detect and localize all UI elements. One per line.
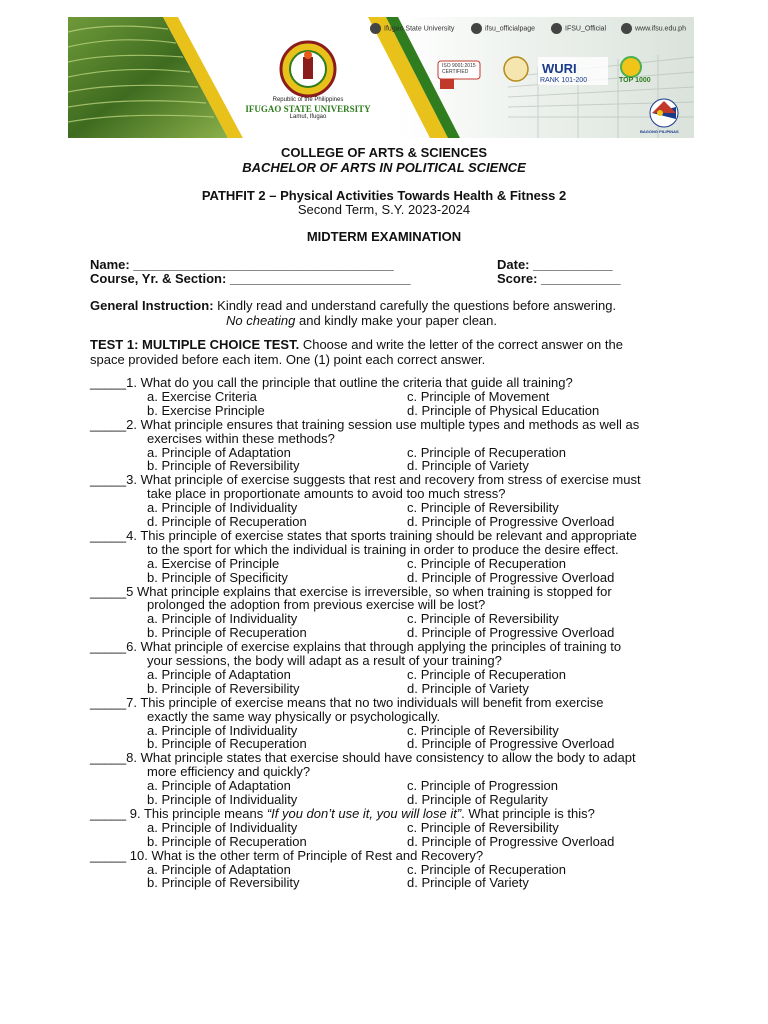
name-field[interactable]: Name: ____________________________________ xyxy=(90,257,394,272)
option-a: a. Principle of Adaptation xyxy=(147,666,291,682)
option-d: d. Principle of Physical Education xyxy=(407,402,600,418)
question-text: _____5 What principle explains that exercise is irreversible, so when training is stopped for xyxy=(90,583,612,599)
option-a: a. Principle of Adaptation xyxy=(147,861,291,877)
date-field[interactable]: Date: ___________ xyxy=(497,257,613,272)
option-a: a. Principle of Adaptation xyxy=(147,778,291,794)
wurl-logo: WURI xyxy=(542,61,577,76)
instruction-label: General Instruction: xyxy=(90,298,214,313)
instagram-link[interactable] xyxy=(471,23,535,34)
instagram-label: ifsu_officialpage xyxy=(485,25,536,33)
republic-text: Republic of the Philippines xyxy=(272,97,344,103)
option-b: b. Principle of Recuperation xyxy=(147,625,307,641)
question-text: _____3. What principle of exercise suggests that rest and recovery from stress of exercise must xyxy=(90,472,641,488)
option-d: d. Principle of Progressive Overload xyxy=(407,569,615,585)
option-b: b. Principle of Reversibility xyxy=(147,458,300,474)
question-stem-continued xyxy=(147,654,502,668)
option-c: c. Principle of Recuperation xyxy=(407,444,566,460)
option-c: c. Principle of Reversibility xyxy=(407,819,559,835)
university-banner xyxy=(68,17,694,138)
question-stem-continued xyxy=(147,710,440,724)
twitter-link[interactable] xyxy=(551,23,606,34)
option-b: b. Principle of Reversibility xyxy=(147,875,300,891)
option-b: b. Principle of Specificity xyxy=(147,569,288,585)
option-c: c. Principle of Reversibility xyxy=(407,722,559,738)
course-title: PATHFIT 2 – Physical Activities Towards Health & Fitness 2 xyxy=(201,188,567,203)
website-label: www.ifsu.edu.ph xyxy=(635,25,686,33)
option-c: c. Principle of Movement xyxy=(407,388,550,404)
question-text: _____6. What principle of exercise explains that through applying the principles of training to xyxy=(90,639,622,655)
question-text: take place in proportionate amounts to avoid too much stress? xyxy=(147,486,506,502)
greenmetric-rank: TOP 1000 xyxy=(619,77,651,84)
instruction-text-2: and kindly make your paper clean. xyxy=(295,313,498,328)
option-a: a. Exercise Criteria xyxy=(147,388,257,404)
question-stem xyxy=(90,751,636,765)
option-a: a. Principle of Individuality xyxy=(147,722,298,738)
question-stem-continued xyxy=(147,543,619,557)
iso-badge: ISO 9001:2015 CERTIFIED xyxy=(442,63,476,75)
wurl-rank: RANK 101-200 xyxy=(540,77,588,84)
twitter-icon xyxy=(551,23,562,34)
program-title: BACHELOR OF ARTS IN POLITICAL SCIENCE xyxy=(242,160,526,175)
option-a: a. Principle of Individuality xyxy=(147,819,298,835)
instagram-icon xyxy=(471,23,482,34)
test1-text: Choose and write the letter of the correct answer on the xyxy=(299,337,623,352)
general-instruction xyxy=(90,298,616,313)
question-text: prolonged the adoption from previous exercise will be lost? xyxy=(147,597,486,613)
option-b: b. Principle of Recuperation xyxy=(147,736,307,752)
question-text: your sessions, the body will adapt as a result of your training? xyxy=(147,653,502,668)
question-text: _____1. What do you call the principle that outline the criteria that guide all training? xyxy=(90,375,573,390)
question-stem xyxy=(90,529,637,543)
option-a: a. Principle of Individuality xyxy=(147,500,298,516)
course-section-field[interactable]: Course, Yr. & Section: _________________________ xyxy=(90,271,411,286)
question-stem xyxy=(90,640,621,654)
question-stem xyxy=(90,376,573,390)
question-text: to the sport for which the individual is training in order to produce the desire effect. xyxy=(147,541,619,557)
question-text: exactly the same way physically or psychologically. xyxy=(147,708,441,724)
twitter-label: IFSU_Official xyxy=(565,25,607,33)
option-d: d. Principle of Variety xyxy=(407,458,529,474)
question-stem xyxy=(90,473,641,487)
university-name: IFUGAO STATE UNIVERSITY xyxy=(245,104,371,114)
option-d: d. Principle of Variety xyxy=(407,680,529,696)
exam-title: MIDTERM EXAMINATION xyxy=(306,229,462,244)
option-d: d. Principle of Progressive Overload xyxy=(407,736,615,752)
option-b: b. Principle of Reversibility xyxy=(147,680,300,696)
website-link[interactable] xyxy=(621,23,686,34)
question-text: _____ 9. This principle means xyxy=(90,805,267,821)
facebook-label: Ifugao State University xyxy=(384,25,455,33)
test1-instruction xyxy=(90,337,623,352)
college-title: COLLEGE OF ARTS & SCIENCES xyxy=(280,145,488,160)
question-stem xyxy=(90,585,612,599)
question-stem xyxy=(90,696,604,710)
question-text: _____7. This principle of exercise means that no two individuals will benefit from exercise xyxy=(90,694,604,710)
option-d: d. Principle of Regularity xyxy=(407,792,548,807)
question-text: exercises within these methods? xyxy=(147,430,335,446)
option-c: c. Principle of Reversibility xyxy=(407,500,559,516)
question-text: _____4. This principle of exercise states that sports training should be relevant and appropriate xyxy=(90,527,637,543)
option-c: c. Principle of Recuperation xyxy=(407,555,566,571)
instruction-italic: No cheating xyxy=(226,313,296,328)
option-b: d. Principle of Recuperation xyxy=(147,514,307,529)
option-c: c. Principle of Reversibility xyxy=(407,611,559,627)
question-stem-continued xyxy=(147,487,505,501)
test1-label: TEST 1: MULTIPLE CHOICE TEST. xyxy=(90,337,300,352)
option-a: a. Exercise of Principle xyxy=(147,555,280,571)
question-quote: “If you don’t use it, you will lose it” xyxy=(266,805,462,821)
instruction-text: Kindly read and understand carefully the questions before answering. xyxy=(213,298,617,313)
option-c: c. Principle of Recuperation xyxy=(407,666,566,682)
question-stem-continued xyxy=(147,765,310,779)
question-stem xyxy=(90,849,483,863)
question-text: _____8. What principle states that exercise should have consistency to allow the body to adapt xyxy=(90,750,636,766)
question-stem-continued xyxy=(147,432,335,446)
option-b: b. Exercise Principle xyxy=(147,402,265,418)
facebook-icon xyxy=(370,23,381,34)
option-a: a. Principle of Individuality xyxy=(147,611,298,627)
option-b: b. Principle of Recuperation xyxy=(147,833,307,849)
facebook-link[interactable] xyxy=(370,23,454,34)
question-text: _____2. What principle ensures that training session use multiple types and methods as well as xyxy=(90,416,640,432)
option-a: a. Principle of Adaptation xyxy=(147,444,291,460)
term-text: Second Term, S.Y. 2023-2024 xyxy=(297,202,471,217)
test1-text-2: space provided before each item. One (1) point each correct answer. xyxy=(90,352,486,367)
option-c: c. Principle of Recuperation xyxy=(407,861,566,877)
score-field[interactable]: Score: ___________ xyxy=(497,271,621,286)
question-stem xyxy=(90,807,595,821)
option-d: d. Principle of Progressive Overload xyxy=(407,514,615,529)
question-text-tail: . What principle is this? xyxy=(461,805,595,821)
option-d: d. Principle of Variety xyxy=(407,875,529,891)
question-stem xyxy=(90,418,639,432)
option-d: d. Principle of Progressive Overload xyxy=(407,833,615,849)
option-c: c. Principle of Progression xyxy=(407,778,559,794)
question-stem-continued xyxy=(147,598,485,612)
question-text: _____ 10. What is the other term of Principle of Rest and Recovery? xyxy=(90,847,484,863)
instruction-line-2 xyxy=(226,313,497,328)
bagong-pilipinas-text: BAGONG PILIPINAS xyxy=(640,129,679,134)
question-text: more efficiency and quickly? xyxy=(147,764,311,780)
option-b: b. Principle of Individuality xyxy=(147,792,298,807)
option-d: d. Principle of Progressive Overload xyxy=(407,625,615,641)
globe-icon xyxy=(621,23,632,34)
location-text: Lamut, Ifugao xyxy=(289,114,327,120)
